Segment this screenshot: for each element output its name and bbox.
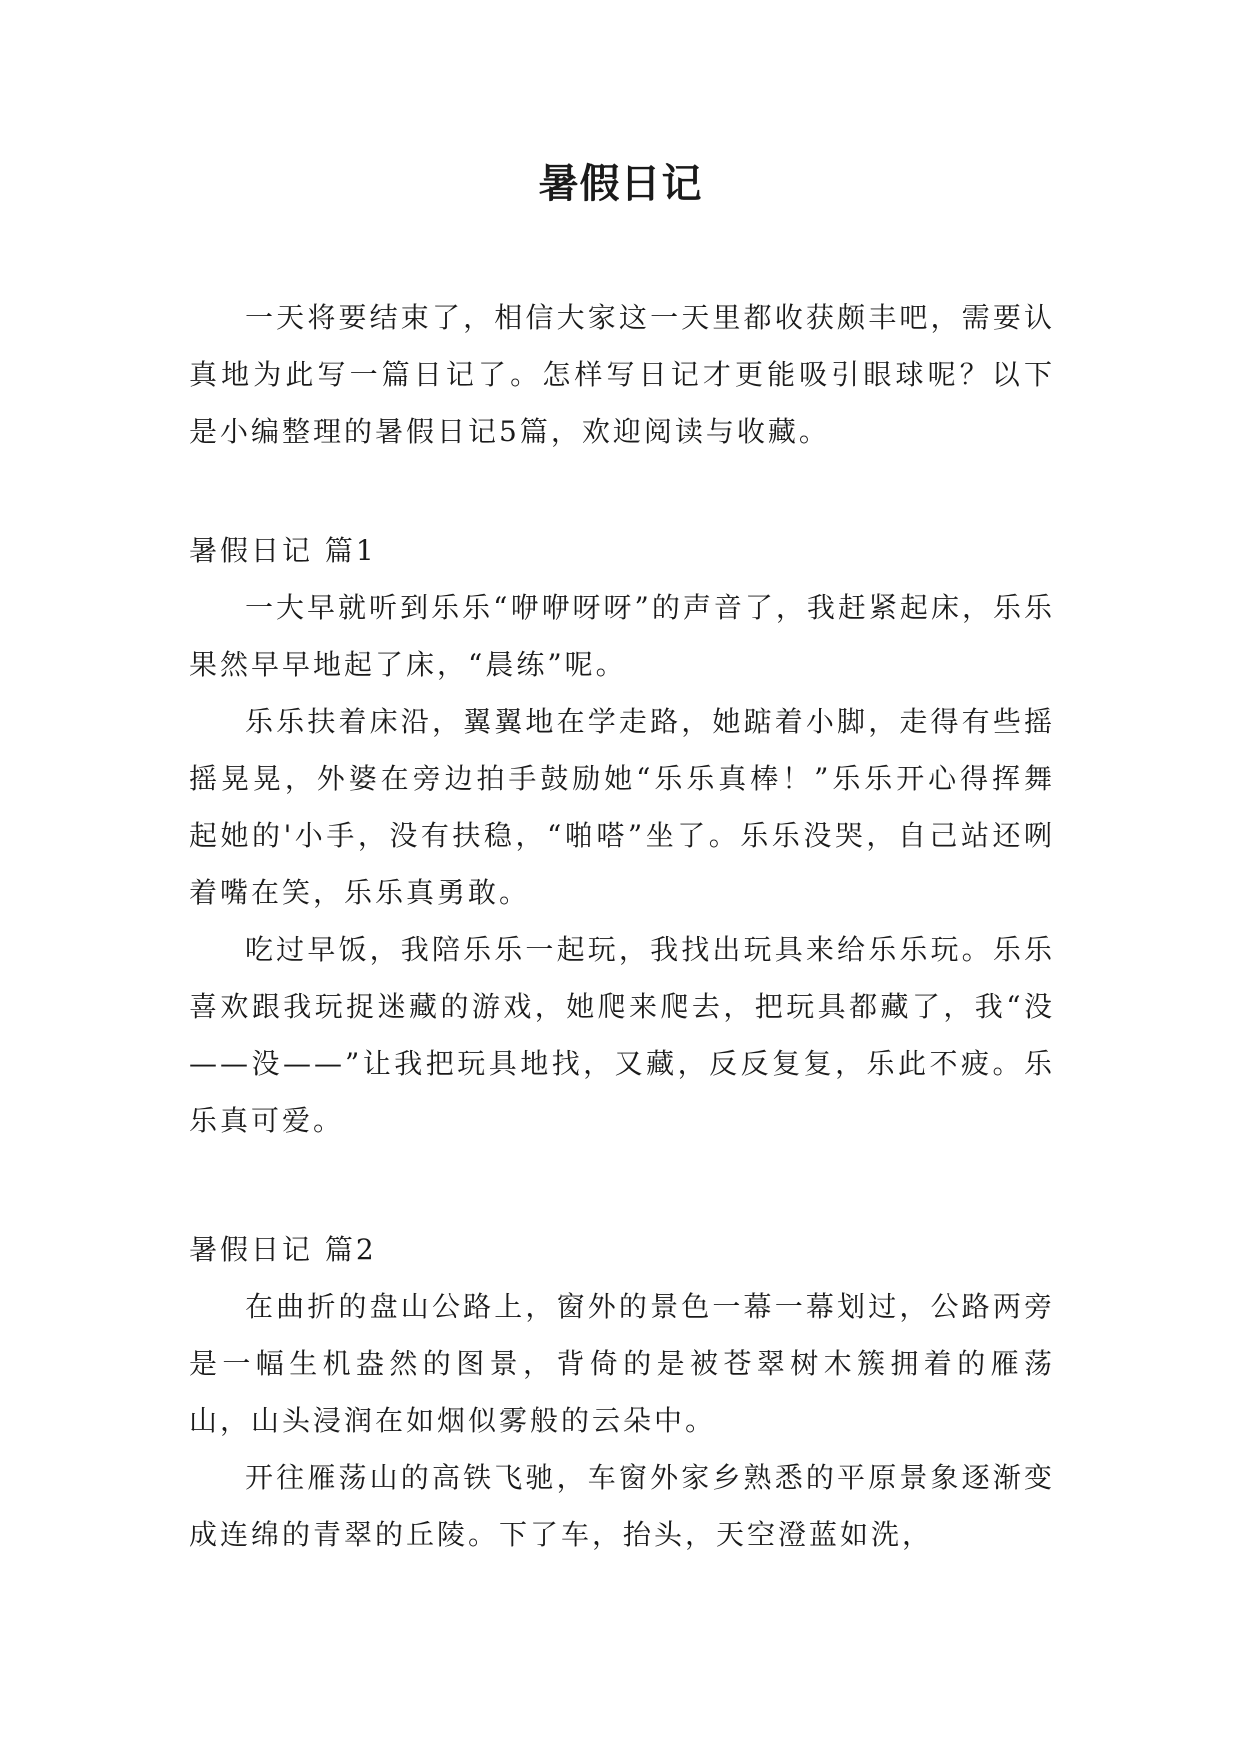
intro-paragraph: 一天将要结束了，相信大家这一天里都收获颇丰吧，需要认真地为此写一篇日记了。怎样写日记才更能吸引眼球呢？以下是小编整理的暑假日记5篇，欢迎阅读与收藏。 bbox=[189, 301, 1055, 448]
paragraph: 一大早就听到乐乐“咿咿呀呀”的声音了，我赶紧起床，乐乐果然早早地起了床，“晨练”呢。 bbox=[189, 591, 1055, 681]
section-heading: 暑假日记 篇1 bbox=[189, 534, 377, 567]
paragraph: 吃过早饭，我陪乐乐一起玩，我找出玩具来给乐乐玩。乐乐喜欢跟我玩捉迷藏的游戏，她爬来爬去，把玩具都藏了，我“没——没——”让我把玩具地找，又藏，反反复复，乐此不疲。乐乐真可爱。 bbox=[189, 933, 1055, 1137]
document-title: 暑假日记 bbox=[538, 161, 703, 207]
section-2 bbox=[189, 1221, 1055, 1563]
intro-block bbox=[189, 289, 1055, 460]
paragraph: 在曲折的盘山公路上，窗外的景色一幕一幕划过，公路两旁是一幅生机盎然的图景，背倚的是被苍翠树木簇拥着的雁荡山，山头浸润在如烟似雾般的云朵中。 bbox=[189, 1290, 1055, 1437]
section-heading: 暑假日记 篇2 bbox=[189, 1233, 377, 1266]
section-1 bbox=[189, 522, 1055, 1149]
paragraph: 乐乐扶着床沿，翼翼地在学走路，她踮着小脚，走得有些摇摇晃晃，外婆在旁边拍手鼓励她“乐乐真棒！”乐乐开心得挥舞起她的'小手，没有扶稳，“啪嗒”坐了。乐乐没哭，自己站还咧着嘴在笑，乐乐真勇敢。 bbox=[189, 705, 1055, 909]
paragraph: 开往雁荡山的高铁飞驰，车窗外家乡熟悉的平原景象逐渐变成连绵的青翠的丘陵。下了车，抬头，天空澄蓝如洗， bbox=[189, 1461, 1055, 1551]
